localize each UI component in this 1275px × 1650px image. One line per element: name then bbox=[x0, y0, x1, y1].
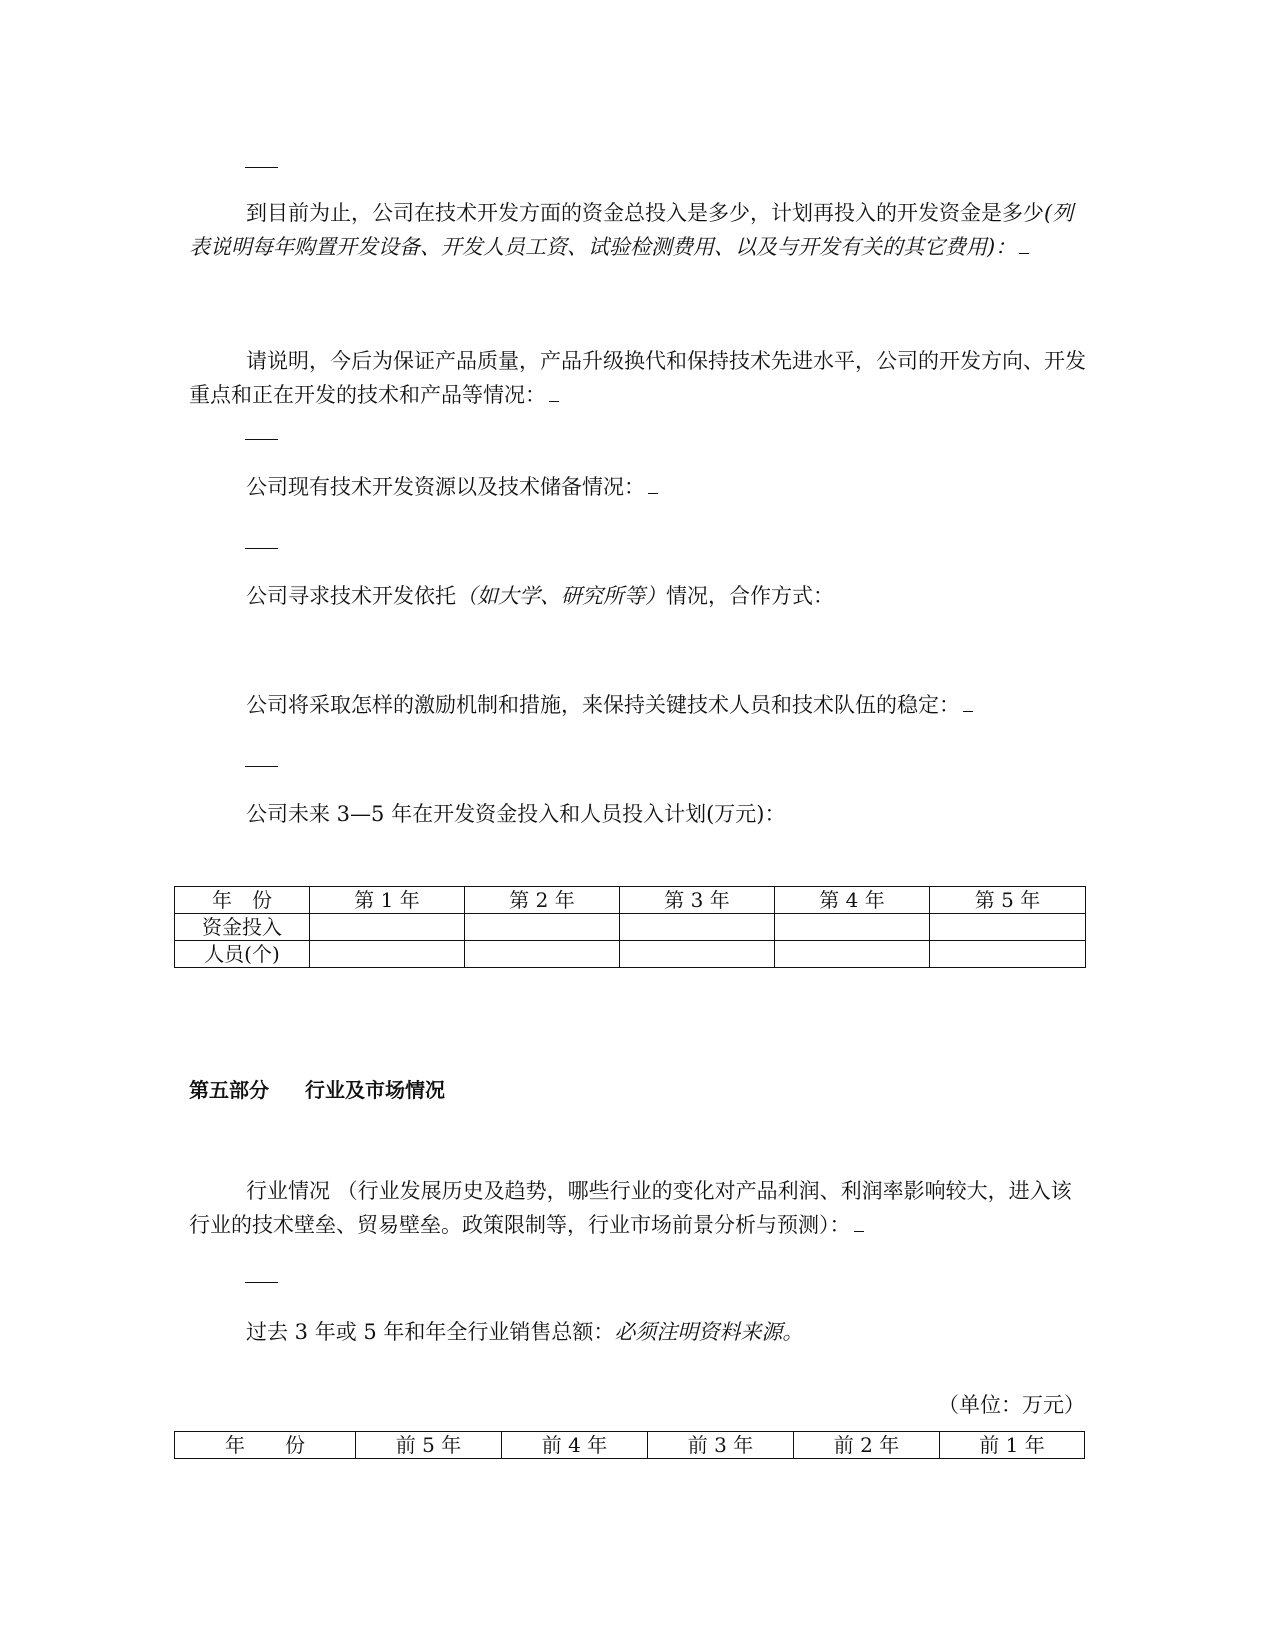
header-cell: 第 4 年 bbox=[775, 887, 930, 914]
sales-note: 必须注明资料来源。 bbox=[614, 1320, 804, 1344]
answer-blank[interactable] bbox=[549, 381, 559, 402]
input-cell[interactable] bbox=[310, 941, 465, 968]
header-cell: 第 1 年 bbox=[310, 887, 465, 914]
sales-paragraph bbox=[189, 1315, 1089, 1349]
header-cell: 前 3 年 bbox=[648, 1432, 794, 1459]
answer-blank[interactable] bbox=[1019, 233, 1029, 254]
section-heading bbox=[189, 1074, 445, 1103]
blank-line bbox=[245, 439, 278, 440]
row-label: 资金投入 bbox=[175, 914, 310, 941]
development-paragraph bbox=[189, 344, 1089, 412]
blank-line bbox=[245, 167, 278, 168]
resources-paragraph bbox=[189, 470, 1089, 504]
blank-line bbox=[245, 766, 278, 767]
header-cell: 第 5 年 bbox=[930, 887, 1086, 914]
cooperation-question: 公司寻求技术开发依托 bbox=[246, 584, 456, 608]
industry-paragraph bbox=[189, 1174, 1089, 1242]
input-cell[interactable] bbox=[465, 914, 620, 941]
input-cell[interactable] bbox=[620, 941, 775, 968]
sales-question: 过去 3 年或 5 年和年全行业销售总额： bbox=[246, 1320, 615, 1344]
cooperation-paragraph bbox=[189, 579, 1089, 613]
header-cell: 年 份 bbox=[175, 887, 310, 914]
funding-note: (列表说明每年购置开发设备、开发人员工资、试验检测费用、以及与开发有关的其它费用)： bbox=[189, 201, 1074, 259]
table-row bbox=[175, 914, 1086, 941]
section-title: 行业及市场情况 bbox=[305, 1078, 445, 1102]
funding-paragraph bbox=[189, 196, 1089, 264]
input-cell[interactable] bbox=[930, 914, 1086, 941]
plan-title: 公司未来 3—5 年在开发资金投入和人员投入计划(万元)： bbox=[246, 802, 786, 826]
row-label: 人员(个) bbox=[175, 941, 310, 968]
cooperation-note: （如大学、研究所等） bbox=[456, 584, 666, 608]
answer-blank[interactable] bbox=[963, 691, 973, 712]
answer-blank[interactable] bbox=[854, 1211, 864, 1232]
unit-label: （单位：万元） bbox=[938, 1393, 1085, 1417]
table-row bbox=[175, 941, 1086, 968]
blank-line bbox=[245, 1282, 278, 1283]
plan-table bbox=[174, 886, 1086, 968]
answer-blank[interactable] bbox=[648, 473, 658, 494]
header-cell: 前 1 年 bbox=[940, 1432, 1085, 1459]
incentive-paragraph bbox=[189, 688, 1089, 722]
input-cell[interactable] bbox=[465, 941, 620, 968]
header-cell: 年 份 bbox=[175, 1432, 356, 1459]
table-header-row bbox=[175, 1432, 1085, 1459]
blank-line bbox=[245, 548, 278, 549]
resources-question: 公司现有技术开发资源以及技术储备情况： bbox=[246, 475, 645, 499]
input-cell[interactable] bbox=[775, 914, 930, 941]
header-cell: 前 4 年 bbox=[502, 1432, 648, 1459]
development-question: 请说明，今后为保证产品质量，产品升级换代和保持技术先进水平，公司的开发方向、开发重点和正在开发的技术和产品等情况： bbox=[189, 349, 1086, 407]
sales-table bbox=[174, 1431, 1085, 1459]
header-cell: 第 2 年 bbox=[465, 887, 620, 914]
input-cell[interactable] bbox=[930, 941, 1086, 968]
incentive-question: 公司将采取怎样的激励机制和措施，来保持关键技术人员和技术队伍的稳定： bbox=[246, 693, 960, 717]
input-cell[interactable] bbox=[310, 914, 465, 941]
industry-question: 行业情况 （行业发展历史及趋势，哪些行业的变化对产品利润、利润率影响较大，进入该行业的技术壁垒、贸易壁垒。政策限制等，行业市场前景分析与预测）： bbox=[189, 1179, 1072, 1237]
table-header-row bbox=[175, 887, 1086, 914]
section-part: 第五部分 bbox=[189, 1078, 269, 1102]
header-cell: 前 5 年 bbox=[356, 1432, 502, 1459]
funding-question: 到目前为止，公司在技术开发方面的资金总投入是多少，计划再投入的开发资金是多少 bbox=[246, 201, 1044, 225]
input-cell[interactable] bbox=[775, 941, 930, 968]
input-cell[interactable] bbox=[620, 914, 775, 941]
header-cell: 前 2 年 bbox=[794, 1432, 940, 1459]
header-cell: 第 3 年 bbox=[620, 887, 775, 914]
cooperation-question-tail: 情况，合作方式： bbox=[666, 584, 834, 608]
